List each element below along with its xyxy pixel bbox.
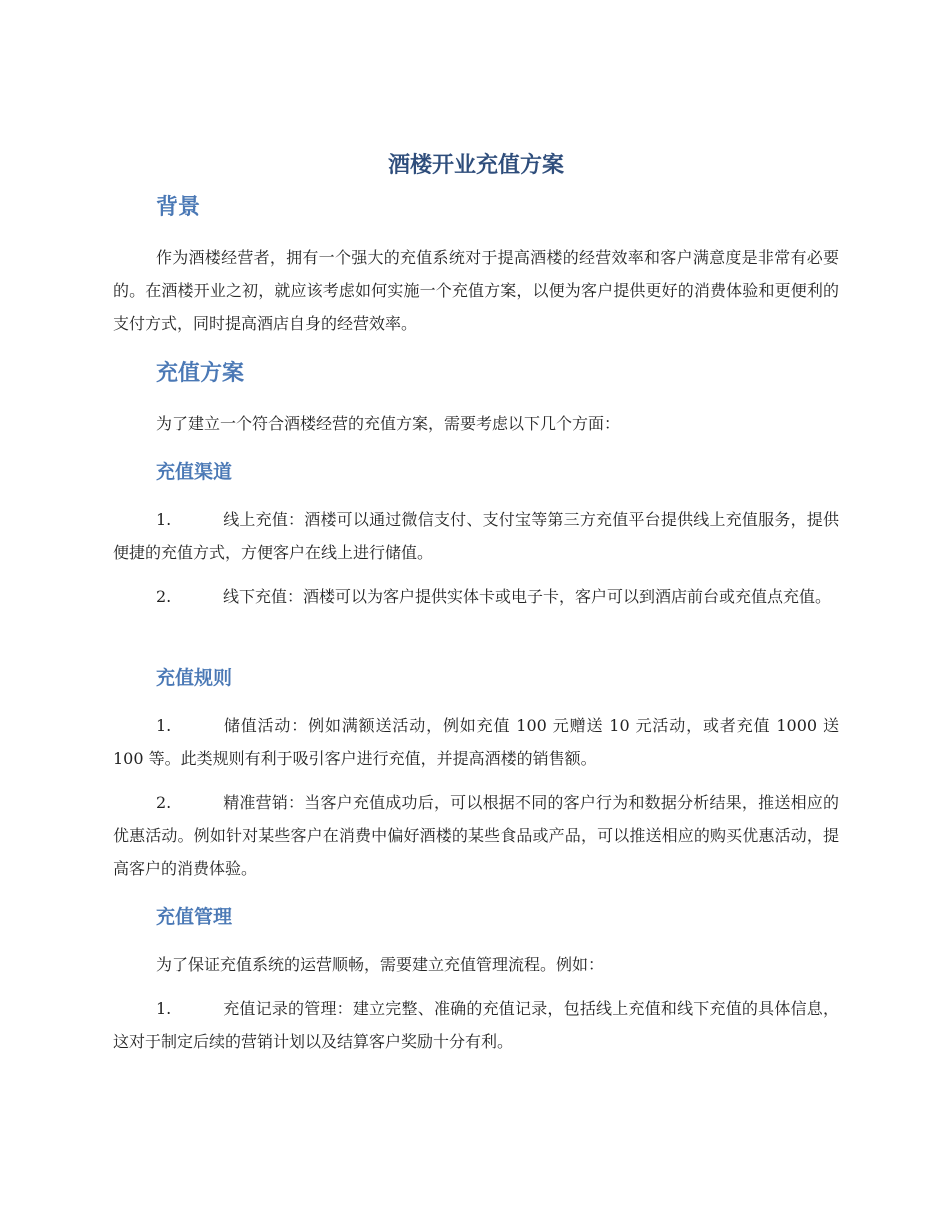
subheading-rules: 充值规则 bbox=[156, 667, 233, 689]
subheading-channels: 充值渠道 bbox=[156, 461, 233, 483]
list-item-text: 充值记录的管理：建立完整、准确的充值记录，包括线上充值和线下充值的具体信息，这对于制定后续的营销计划以及结算客户奖励十分有利。 bbox=[113, 999, 839, 1051]
list-item-text: 储值活动：例如满额送活动，例如充值 100 元赠送 10 元活动，或者充值 1000 送 100 等。此类规则有利于吸引客户进行充值，并提高酒楼的销售额。 bbox=[113, 716, 839, 768]
list-item-number: 2. bbox=[156, 793, 172, 812]
list-item bbox=[113, 580, 839, 613]
section-heading-background: 背景 bbox=[156, 195, 201, 220]
list-item bbox=[113, 992, 839, 1058]
list-item-number: 1. bbox=[156, 999, 172, 1018]
list-item-number: 1. bbox=[156, 510, 172, 529]
plan-intro-paragraph: 为了建立一个符合酒楼经营的充值方案，需要考虑以下几个方面： bbox=[156, 414, 621, 433]
list-item bbox=[113, 503, 839, 569]
management-intro-paragraph: 为了保证充值系统的运营顺畅，需要建立充值管理流程。例如： bbox=[156, 955, 605, 974]
subheading-management: 充值管理 bbox=[156, 906, 233, 928]
list-item-text: 精准营销：当客户充值成功后，可以根据不同的客户行为和数据分析结果，推送相应的优惠活动。例如针对某些客户在消费中偏好酒楼的某些食品或产品，可以推送相应的购买优惠活动，提高客户的消费体验。 bbox=[113, 793, 839, 878]
document-title: 酒楼开业充值方案 bbox=[387, 153, 564, 178]
background-paragraph: 作为酒楼经营者，拥有一个强大的充值系统对于提高酒楼的经营效率和客户满意度是非常有必要的。在酒楼开业之初，就应该考虑如何实施一个充值方案，以便为客户提供更好的消费体验和更便利的支付方式，同时提高酒店自身的经营效率。 bbox=[113, 248, 839, 333]
list-item-text: 线下充值：酒楼可以为客户提供实体卡或电子卡，客户可以到酒店前台或充值点充值。 bbox=[223, 587, 832, 606]
list-item bbox=[113, 786, 839, 885]
section-heading-plan: 充值方案 bbox=[156, 361, 245, 386]
list-item-number: 1. bbox=[156, 716, 172, 735]
list-item-text: 线上充值：酒楼可以通过微信支付、支付宝等第三方充值平台提供线上充值服务，提供便捷的充值方式，方便客户在线上进行储值。 bbox=[113, 510, 839, 562]
list-item-number: 2. bbox=[156, 587, 172, 606]
list-item bbox=[113, 709, 839, 775]
